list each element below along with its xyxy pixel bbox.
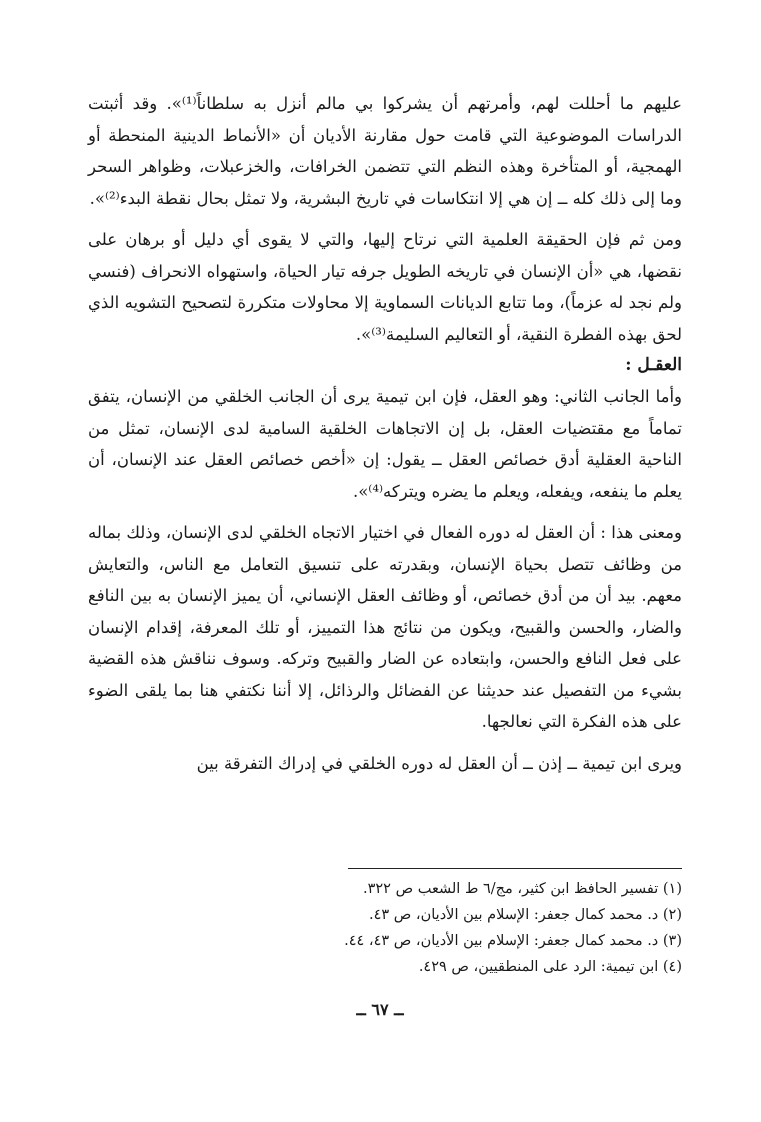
footnote-divider [348, 868, 682, 869]
paragraph-4: ومعنى هذا : أن العقل له دوره الفعال في اختيار الاتجاه الخلقي لدى الإنسان، وذلك بماله من وظائف تتصل بحياة الإنسان، وبقدرته على تنسيق التعامل مع الناس، والتعايش معهم. بيد أن من أدق خصائص، أو وظائف العقل الإنساني، أن يميز الإنسان به بين النافع والضار، والحسن والقبيح، ويكون من نتائج هذا التمييز، أو تلك المعرفة، إقدام الإنسان على فعل النافع والحسن، وابتعاده عن الضار والقبيح وتركه. وسوف نناقش هذه القضية بشيء من التفصيل عند حديثنا عن الفضائل والرذائل، إلا أننا نكتفي هنا بما يلقى الضوء على هذه الفكرة التي نعالجها. [88, 523, 682, 731]
section-heading: العقـل : [625, 355, 682, 375]
paragraph-2: ومن ثم فإن الحقيقة العلمية التي نرتاح إليها، والتي لا يقوى أي دليل أو برهان على نقضها، هي «أن الإنسان في تاريخه الطويل جرفه تيار الحياة، واستهواه الانحراف (فنسي ولم نجد له عزماً)، وما تتابع الديانات السماوية إلا محاولات متكررة لتصحيح التشويه الذي لحق بهذه الفطرة النقية، أو التعاليم السليمة⁽³⁾». [88, 230, 682, 344]
paragraph-5: ويرى ابن تيمية ــ إذن ــ أن العقل له دوره الخلقي في إدراك التفرقة بين [196, 753, 682, 773]
paragraph-gap [88, 507, 682, 517]
footnote-4: (٤) ابن تيمية: الرد على المنطقيين، ص ٤٢٩. [418, 959, 682, 975]
footnotes [260, 876, 682, 980]
page-body [88, 88, 682, 779]
footnote-1: (١) تفسير الحافظ ابن كثير، مج/٦ ط الشعب ص ٣٢٢. [362, 881, 682, 897]
paragraph-gap [88, 214, 682, 224]
paragraph-1: عليهم ما أحللت لهم، وأمرتهم أن يشركوا بي مالم أنزل به سلطاناً⁽¹⁾». وقد أثبتت الدراسات الموضوعية التي قامت حول مقارنة الأديان أن «الأنماط الدينية المنحطة أو الهمجية، أو المتأخرة وهذه النظم التي تتضمن الخرافات، والخزعبلات، وظواهر السحر وما إلى ذلك كله ــ إن هي إلا انتكاسات في تاريخ البشرية، ولا تمثل بحال نقطة البدء⁽²⁾». [88, 94, 682, 208]
paragraph-gap [88, 738, 682, 748]
paragraph-3: وأما الجانب الثاني: وهو العقل، فإن ابن تيمية يرى أن الجانب الخلقي من الإنسان، يتفق تماماً مع مقتضيات العقل، بل إن الاتجاهات الخلقية السامية لدى الإنسان، تمثل من الناحية العقلية أدق خصائص العقل ــ يقول: إن «أخص خصائص العقل عند الإنسان، أن يعلم ما ينفعه، ويفعله، ويعلم ما يضره ويتركه⁽⁴⁾». [88, 387, 682, 501]
footnote-3: (٣) د. محمد كمال جعفر: الإسلام بين الأديان، ص ٤٣، ٤٤. [344, 933, 682, 949]
footnote-2: (٢) د. محمد كمال جعفر: الإسلام بين الأديان، ص ٤٣. [369, 907, 682, 923]
page-number: ــ ٦٧ ــ [356, 1000, 404, 1019]
